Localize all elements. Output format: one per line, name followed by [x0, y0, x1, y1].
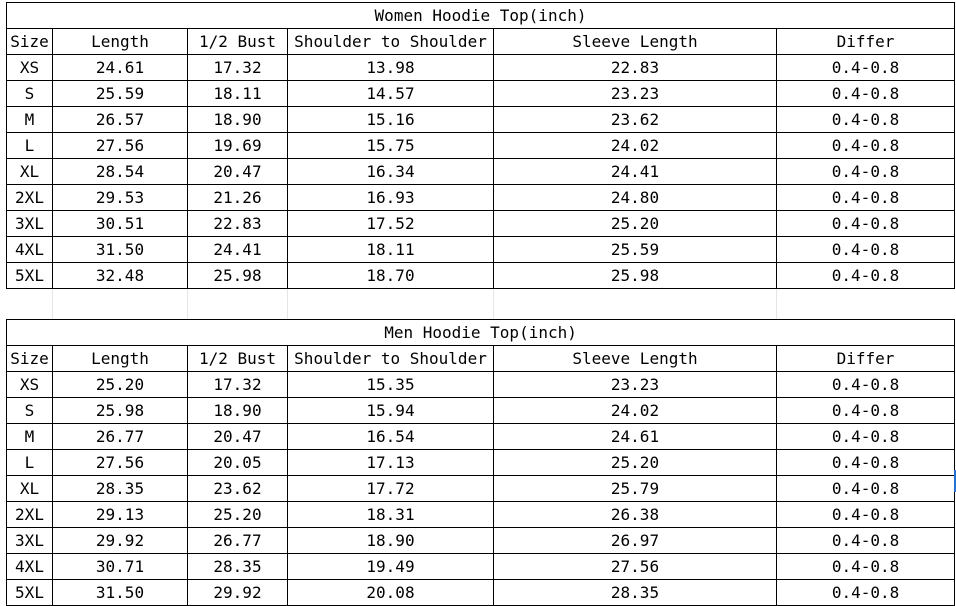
- size-cell: S: [7, 81, 53, 107]
- size-cell: 2XL: [7, 502, 53, 528]
- value-cell: 20.47: [188, 159, 288, 185]
- column-header: Sleeve Length: [494, 346, 777, 372]
- value-cell: 0.4-0.8: [777, 81, 955, 107]
- value-cell: 25.59: [494, 237, 777, 263]
- table-row: [7, 580, 955, 606]
- value-cell: 18.90: [288, 528, 494, 554]
- size-cell: 5XL: [7, 580, 53, 606]
- size-cell: 4XL: [7, 554, 53, 580]
- table-row: [7, 424, 955, 450]
- value-cell: 24.61: [53, 55, 188, 81]
- size-cell: 3XL: [7, 528, 53, 554]
- value-cell: 15.75: [288, 133, 494, 159]
- value-cell: 27.56: [53, 133, 188, 159]
- value-cell: 28.54: [53, 159, 188, 185]
- value-cell: 29.92: [53, 528, 188, 554]
- faint-gridlines: [6, 289, 954, 319]
- table-row: [7, 237, 955, 263]
- value-cell: 0.4-0.8: [777, 554, 955, 580]
- value-cell: 0.4-0.8: [777, 133, 955, 159]
- column-header: Differ: [777, 29, 955, 55]
- value-cell: 23.23: [494, 81, 777, 107]
- table-row: [7, 185, 955, 211]
- men-size-table: [6, 319, 955, 606]
- column-header: Size: [7, 29, 53, 55]
- table-row: [7, 81, 955, 107]
- value-cell: 0.4-0.8: [777, 185, 955, 211]
- value-cell: 30.51: [53, 211, 188, 237]
- value-cell: 22.83: [188, 211, 288, 237]
- value-cell: 31.50: [53, 580, 188, 606]
- value-cell: 25.20: [53, 372, 188, 398]
- size-cell: 2XL: [7, 185, 53, 211]
- column-header: Length: [53, 29, 188, 55]
- value-cell: 15.35: [288, 372, 494, 398]
- size-cell: L: [7, 133, 53, 159]
- value-cell: 31.50: [53, 237, 188, 263]
- value-cell: 23.62: [188, 476, 288, 502]
- table-row: [7, 263, 955, 289]
- table-row: [7, 55, 955, 81]
- value-cell: 20.05: [188, 450, 288, 476]
- value-cell: 30.71: [53, 554, 188, 580]
- column-header: Size: [7, 346, 53, 372]
- value-cell: 26.77: [53, 424, 188, 450]
- men-table-title: Men Hoodie Top(inch): [7, 320, 955, 346]
- value-cell: 24.61: [494, 424, 777, 450]
- value-cell: 24.02: [494, 398, 777, 424]
- size-cell: 5XL: [7, 263, 53, 289]
- value-cell: 24.02: [494, 133, 777, 159]
- value-cell: 0.4-0.8: [777, 211, 955, 237]
- value-cell: 18.11: [188, 81, 288, 107]
- value-cell: 17.13: [288, 450, 494, 476]
- value-cell: 21.26: [188, 185, 288, 211]
- value-cell: 20.47: [188, 424, 288, 450]
- size-cell: M: [7, 107, 53, 133]
- table-row: [7, 554, 955, 580]
- value-cell: 0.4-0.8: [777, 159, 955, 185]
- column-header: 1/2 Bust: [188, 29, 288, 55]
- value-cell: 0.4-0.8: [777, 237, 955, 263]
- column-header: Shoulder to Shoulder: [288, 346, 494, 372]
- value-cell: 29.92: [188, 580, 288, 606]
- table-row: [7, 133, 955, 159]
- value-cell: 26.77: [188, 528, 288, 554]
- size-cell: 4XL: [7, 237, 53, 263]
- column-header: Differ: [777, 346, 955, 372]
- table-row: [7, 107, 955, 133]
- value-cell: 17.32: [188, 372, 288, 398]
- column-header: Sleeve Length: [494, 29, 777, 55]
- value-cell: 0.4-0.8: [777, 55, 955, 81]
- size-chart-sheet: [6, 2, 954, 606]
- value-cell: 0.4-0.8: [777, 424, 955, 450]
- value-cell: 32.48: [53, 263, 188, 289]
- table-row: [7, 450, 955, 476]
- value-cell: 26.97: [494, 528, 777, 554]
- value-cell: 29.53: [53, 185, 188, 211]
- value-cell: 16.93: [288, 185, 494, 211]
- value-cell: 25.98: [494, 263, 777, 289]
- value-cell: 24.41: [494, 159, 777, 185]
- value-cell: 17.72: [288, 476, 494, 502]
- value-cell: 25.98: [53, 398, 188, 424]
- value-cell: 18.70: [288, 263, 494, 289]
- value-cell: 18.11: [288, 237, 494, 263]
- value-cell: 18.90: [188, 107, 288, 133]
- value-cell: 29.13: [53, 502, 188, 528]
- value-cell: 15.16: [288, 107, 494, 133]
- value-cell: 13.98: [288, 55, 494, 81]
- value-cell: 18.31: [288, 502, 494, 528]
- value-cell: 23.62: [494, 107, 777, 133]
- value-cell: 28.35: [494, 580, 777, 606]
- value-cell: 24.41: [188, 237, 288, 263]
- value-cell: 26.57: [53, 107, 188, 133]
- table-row: [7, 398, 955, 424]
- men-table-body: [7, 372, 955, 606]
- value-cell: 25.20: [188, 502, 288, 528]
- value-cell: 17.32: [188, 55, 288, 81]
- men-header-row: [7, 346, 955, 372]
- size-cell: M: [7, 424, 53, 450]
- value-cell: 19.49: [288, 554, 494, 580]
- table-row: [7, 372, 955, 398]
- value-cell: 25.79: [494, 476, 777, 502]
- value-cell: 26.38: [494, 502, 777, 528]
- column-header: Shoulder to Shoulder: [288, 29, 494, 55]
- value-cell: 25.98: [188, 263, 288, 289]
- size-cell: S: [7, 398, 53, 424]
- size-cell: XS: [7, 55, 53, 81]
- value-cell: 23.23: [494, 372, 777, 398]
- value-cell: 0.4-0.8: [777, 502, 955, 528]
- size-cell: L: [7, 450, 53, 476]
- size-cell: XL: [7, 159, 53, 185]
- value-cell: 0.4-0.8: [777, 263, 955, 289]
- table-row: [7, 211, 955, 237]
- women-header-row: [7, 29, 955, 55]
- women-size-table: [6, 2, 955, 289]
- value-cell: 27.56: [53, 450, 188, 476]
- size-cell: XL: [7, 476, 53, 502]
- value-cell: 0.4-0.8: [777, 476, 955, 502]
- size-cell: 3XL: [7, 211, 53, 237]
- table-row: [7, 159, 955, 185]
- value-cell: 28.35: [188, 554, 288, 580]
- table-row: [7, 502, 955, 528]
- column-header: 1/2 Bust: [188, 346, 288, 372]
- value-cell: 0.4-0.8: [777, 580, 955, 606]
- value-cell: 0.4-0.8: [777, 372, 955, 398]
- women-table-title: Women Hoodie Top(inch): [7, 3, 955, 29]
- value-cell: 16.34: [288, 159, 494, 185]
- table-spacer: [6, 289, 954, 319]
- women-table-body: [7, 55, 955, 289]
- value-cell: 28.35: [53, 476, 188, 502]
- value-cell: 0.4-0.8: [777, 528, 955, 554]
- value-cell: 15.94: [288, 398, 494, 424]
- value-cell: 0.4-0.8: [777, 107, 955, 133]
- table-row: [7, 528, 955, 554]
- value-cell: 17.52: [288, 211, 494, 237]
- size-cell: XS: [7, 372, 53, 398]
- value-cell: 16.54: [288, 424, 494, 450]
- column-header: Length: [53, 346, 188, 372]
- value-cell: 25.20: [494, 211, 777, 237]
- value-cell: 0.4-0.8: [777, 398, 955, 424]
- value-cell: 27.56: [494, 554, 777, 580]
- value-cell: 19.69: [188, 133, 288, 159]
- value-cell: 18.90: [188, 398, 288, 424]
- table-row: [7, 476, 955, 502]
- value-cell: 24.80: [494, 185, 777, 211]
- value-cell: 25.20: [494, 450, 777, 476]
- value-cell: 14.57: [288, 81, 494, 107]
- value-cell: 20.08: [288, 580, 494, 606]
- value-cell: 22.83: [494, 55, 777, 81]
- value-cell: 0.4-0.8: [777, 450, 955, 476]
- value-cell: 25.59: [53, 81, 188, 107]
